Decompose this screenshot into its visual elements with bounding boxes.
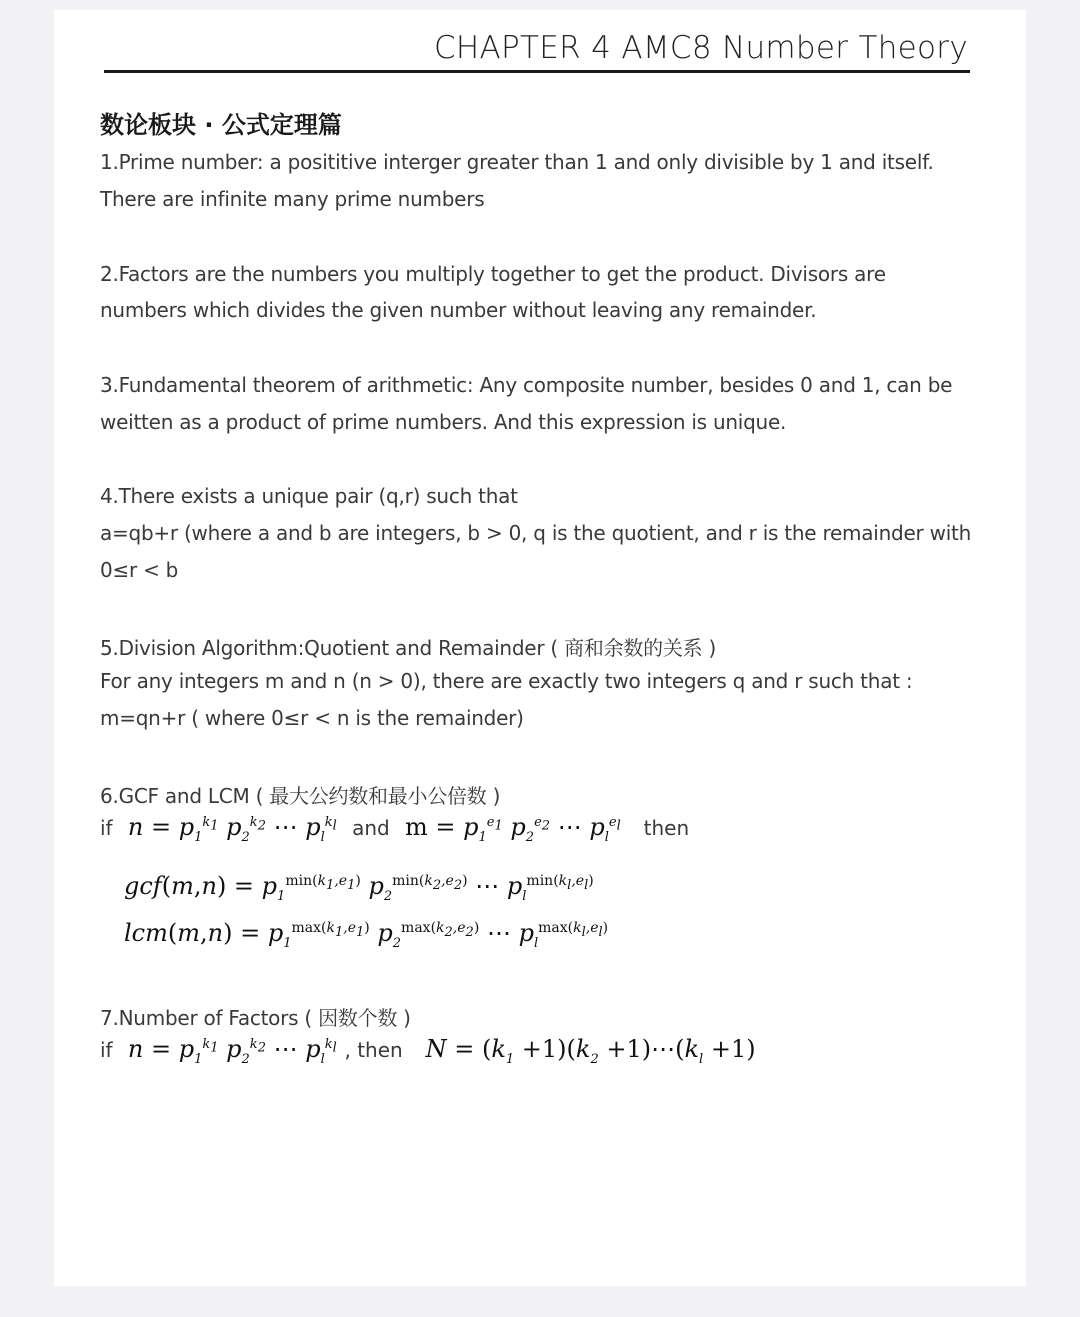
if-word: if <box>100 1038 113 1062</box>
document-page <box>54 10 1026 1286</box>
item3-line1: 3.Fundamental theorem of arithmetic: Any composite number, besides 0 and 1, can be <box>100 373 953 397</box>
section-heading: 数论板块 · 公式定理篇 <box>100 111 342 139</box>
item5-line2: For any integers m and n (n > 0), there are exactly two integers q and r such that : <box>100 669 913 693</box>
item2-line2: numbers which divides the given number without leaving any remainder. <box>100 298 817 322</box>
item1-line2: There are infinite many prime numbers <box>100 187 485 211</box>
gcf-label: gcf <box>124 872 162 900</box>
if-word: if <box>100 816 113 840</box>
item3-line2: weitten as a product of prime numbers. And this expression is unique. <box>100 410 787 434</box>
lcm-formula: $lcm(m,n) = p_1^{max(k_1,e_1)}$ $p_2^{max(k_2,e_2)}$ ⋯ $p_l^{max(k_l,e_l)}$ <box>124 919 609 951</box>
title-underline <box>104 70 970 73</box>
factorization-formula: if $n = p_1^{k_1}$ $p_2^{k_2}$ ⋯ $p_l^{k_l}$ and $m = p_1^{e_1}$ $p_2^{e_2}$ ⋯ $p_l^{e_l}$ then <box>100 813 690 845</box>
then-word: , then <box>344 1038 403 1062</box>
item4-line3: 0≤r < b <box>100 558 179 582</box>
chapter-title: CHAPTER 4 AMC8 Number Theory <box>433 30 968 66</box>
item4-line2: a=qb+r (where a and b are integers, b > 0, q is the quotient, and r is the remainder with <box>100 521 972 545</box>
number-of-factors-formula: if $n = p_1^{k_1}$ $p_2^{k_2}$ ⋯ $p_l^{k_l}$ , then $N = (k_1 +1)(k_2$ $+1)\cdots(k_l +1)$ <box>100 1035 756 1067</box>
item6-line1: 6.GCF and LCM ( 最大公约数和最小公倍数 ) <box>100 784 501 808</box>
item1-line1: 1.Prime number: a posititive interger greater than 1 and only divisible by 1 and itself. <box>100 150 934 174</box>
gcf-formula: $gcf(m,n) = p_1^{min(k_1,e_1)}$ $p_2^{min(k_2,e_2)}$ ⋯ $p_l^{min(k_l,e_l)}$ <box>124 872 594 904</box>
item5-line3: m=qn+r ( where 0≤r < n is the remainder) <box>100 706 524 730</box>
and-word: and <box>352 816 390 840</box>
then-word: then <box>643 816 690 840</box>
lcm-label: lcm <box>124 919 168 947</box>
item7-line1: 7.Number of Factors ( 因数个数 ) <box>100 1006 411 1030</box>
item5-line1: 5.Division Algorithm:Quotient and Remainder ( 商和余数的关系 ) <box>100 636 717 660</box>
item4-line1: 4.There exists a unique pair (q,r) such that <box>100 484 518 508</box>
item2-line1: 2.Factors are the numbers you multiply together to get the product. Divisors are <box>100 262 886 286</box>
